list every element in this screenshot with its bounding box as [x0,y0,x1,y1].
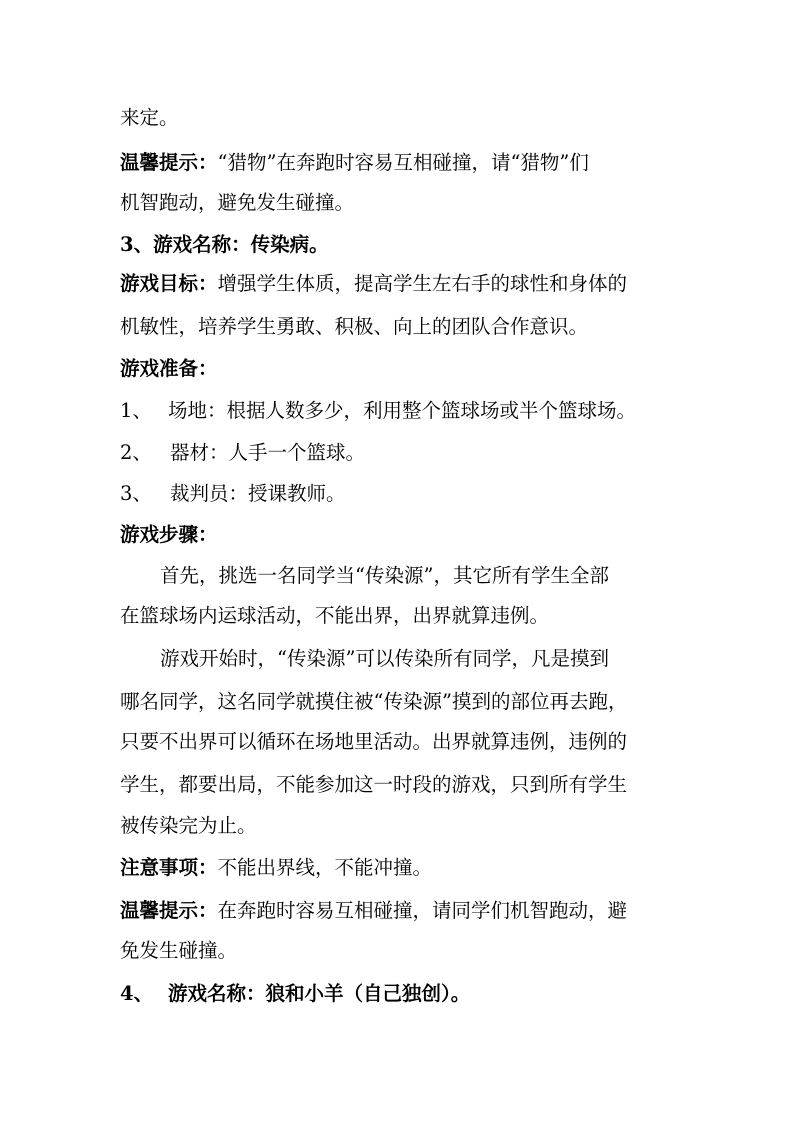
game-goal-text: 增强学生体质，提高学生左右手的球性和身体的 [217,272,628,295]
warm-tip-label: 温馨提示： [120,899,218,922]
prep-item-number: 1、 [120,399,152,422]
warm-tip-line [120,151,589,175]
prep-item-number: 2、 [120,441,152,464]
prep-item-text: 场地：根据人数多少，利用整个篮球场或半个篮球场。 [168,399,637,422]
warm-tip-text-cont: 免发生碰撞。 [120,939,238,962]
text-line [120,106,179,130]
step-paragraph-text: 只要不出界可以循环在场地里活动。出界就算违例，违例的 [120,730,628,753]
text-line [120,730,627,754]
text-line [120,773,627,797]
warm-tip-label: 温馨提示： [120,151,218,174]
text-line [120,191,354,215]
warm-tip-text: “猎物”在奔跑时容易互相碰撞，请“猎物”们 [217,151,589,174]
warm-tip-text-cont: 机智跑动，避免发生碰撞。 [120,191,355,214]
text-line [120,814,257,838]
prep-item [120,399,636,423]
heading-text: 游戏准备： [120,357,218,380]
game-goal-text-cont: 机敏性，培养学生勇敢、积极、向上的团队合作意识。 [120,315,589,338]
step-paragraph-text: 被传染完为止。 [120,814,257,837]
game-title-text: 3、游戏名称：传染病。 [120,233,329,256]
step-paragraph-text: 游戏开始时，“传染源”可以传染所有同学，凡是摸到 [160,647,609,670]
game-prep-heading [120,357,218,381]
notes-line [120,856,432,880]
heading-text: 游戏步骤： [120,523,218,546]
warm-tip-text: 在奔跑时容易互相碰撞，请同学们机智跑动，避 [217,899,628,922]
text-line [120,939,237,963]
game-title-number: 4、 [120,982,154,1005]
game-title-3 [120,233,329,257]
prep-item-text: 器材：人手一个篮球。 [170,441,366,464]
text-line [120,315,588,339]
step-paragraph-text: 学生，都要出局，不能参加这一时段的游戏，只到所有学生 [120,773,628,796]
game-goal-line [120,272,627,296]
prep-item [120,482,346,506]
game-steps-heading [120,523,218,547]
prep-item [120,441,365,465]
text-line [120,564,609,588]
step-paragraph-text: 哪名同学，这名同学就摸住被“传染源”摸到的部位再去跑， [120,690,628,713]
game-goal-label: 游戏目标： [120,272,218,295]
notes-label: 注意事项： [120,856,218,879]
game-title-4 [120,982,470,1006]
text-line [120,690,627,714]
prep-item-number: 3、 [120,482,152,505]
warm-tip-line [120,899,627,923]
text-line [120,647,609,671]
text-line [120,604,549,628]
step-paragraph-text: 首先，挑选一名同学当“传染源”，其它所有学生全部 [160,564,609,587]
paragraph-continuation: 来定。 [120,106,179,129]
prep-item-text: 裁判员：授课教师。 [170,482,346,505]
notes-text: 不能出界线，不能冲撞。 [217,856,433,879]
step-paragraph-text: 在篮球场内运球活动，不能出界，出界就算违例。 [120,604,550,627]
game-title-text: 游戏名称：狼和小羊（自己独创）。 [168,982,471,1005]
